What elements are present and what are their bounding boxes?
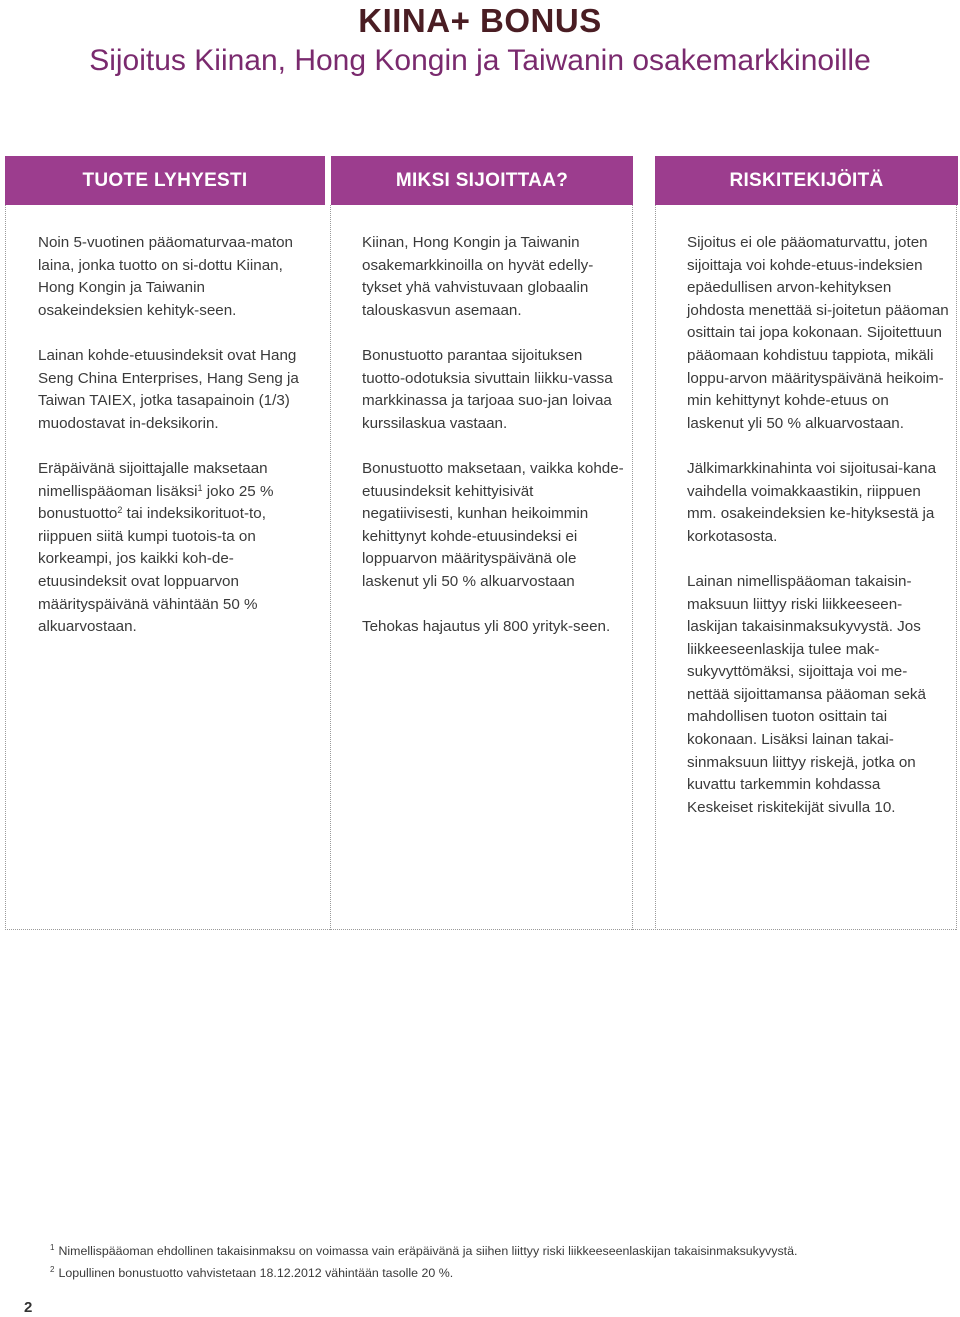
column-divider <box>5 205 6 930</box>
paragraph: Bonustuotto parantaa sijoituksen tuotto-odotuksia sivuttain liikku-vassa markkinassa ja tarjoaa suo-jan loivaa kurssilaskua vastaan. <box>362 346 613 432</box>
column-heading-why-invest: MIKSI SIJOITTAA? <box>331 156 633 205</box>
paragraph <box>38 458 300 639</box>
footnote-text: Nimellispääoman ehdollinen takaisinmaksu on voimassa vain eräpäivänä ja siihen liittyy riski liikkeeseenlaskijan takaisinmaksukyvystä. <box>58 1244 798 1258</box>
footnotes <box>50 1240 930 1284</box>
column-divider <box>632 205 633 930</box>
paragraph: Lainan nimellispääoman takaisin-maksuun liittyy riski liikkeeseen-laskijan takaisinmaksukyvystä. Jos liikkeeseenlaskija tulee mak-sukyvyttömäksi, sijoittaja voi me-nettää sijoittamansa pääoman sekä mahdollisen tuoton osittain tai kokonaan. Lisäksi lainan takai-sinmaksuun liittyy riskejä, jotka on kuvattu tarkemmin kohdassa Keskeiset riskitekijät sivulla 10. <box>687 572 926 816</box>
paragraph-text: joko 25 % bonustuotto <box>38 482 274 523</box>
column-heading-risks: RISKITEKIJÖITÄ <box>655 156 958 205</box>
paragraph: Bonustuotto maksetaan, vaikka kohde-etuusindeksit kehittyisivät negatiivisesti, kunhan heikoimmin kehittynyt kohde-etuusindeksi ei loppuarvon määrityspäivänä ole laskenut yli 50 % alkuarvostaan <box>362 459 624 590</box>
paragraph: Jälkimarkkinahinta voi sijoitusai-kana vaihdella voimakkaastikin, riippuen mm. osakeindeksien ke-hityksestä ja korkotasosta. <box>687 459 937 545</box>
footnote-ref: 2 <box>117 505 123 516</box>
footnote <box>50 1262 930 1284</box>
column-body-product <box>38 232 300 661</box>
paragraph: Lainan kohde-etuusindeksit ovat Hang Seng China Enterprises, Hang Seng ja Taiwan TAIEX, jotka tasapainoin (1/3) muodostavat in-deksikorin. <box>38 346 299 432</box>
paragraph-text: tai indeksikorituot-to, riippuen siitä kumpi tuotois-ta on korkeampi, jos kaikki koh-de-etuusindeksit ovat loppuarvon määrityspäivänä vähintään 50 % alkuarvostaan. <box>38 505 266 636</box>
footnote-text: Lopullinen bonustuotto vahvistetaan 18.12.2012 vähintään tasolle 20 %. <box>58 1266 454 1280</box>
paragraph: Sijoitus ei ole pääomaturvattu, joten sijoittaja voi kohde-etuus-indeksien epäedullisen arvon-kehityksen johdosta menettää si-joitetun pääoman osittain tai jopa kokonaan. Sijoitettuun pääomaan kohdistuu tappiota, mikäli loppu-arvon määrityspäivänä heikoim-min kehittynyt kohde-etuus on laskenut yli 50 % alkuarvostaan. <box>687 234 949 432</box>
paragraph: Kiinan, Hong Kongin ja Taiwanin osakemarkkinoilla on hyvät edelly-tykset yhä vahvistuvaan globaalin talouskasvun asemaan. <box>362 234 594 319</box>
document-title: KIINA+ BONUS <box>358 2 602 39</box>
footnote <box>50 1240 930 1262</box>
column-divider <box>330 205 331 930</box>
column-body-risks <box>687 232 949 842</box>
footnote-ref: 1 <box>197 482 203 493</box>
column-heading-product: TUOTE LYHYESTI <box>5 156 325 205</box>
paragraph: Tehokas hajautus yli 800 yrityk-seen. <box>362 618 611 636</box>
columns-bottom-border <box>5 929 956 930</box>
document-subtitle: Sijoitus Kiinan, Hong Kongin ja Taiwanin osakemarkkinoille <box>89 44 871 77</box>
footnote-mark: 2 <box>50 1265 55 1274</box>
footnote-mark: 1 <box>50 1243 55 1252</box>
paragraph: Noin 5-vuotinen pääomaturvaa-maton laina, jonka tuotto on si-dottu Kiinan, Hong Kongin ja Taiwanin osakeindeksien kehityk-seen. <box>38 234 293 319</box>
page-number: 2 <box>24 1299 33 1316</box>
paragraph-text: Eräpäivänä sijoittajalle maksetaan nimellispääoman lisäksi <box>38 459 268 500</box>
column-divider <box>956 205 957 930</box>
column-body-why-invest <box>362 232 624 661</box>
column-divider <box>655 205 656 930</box>
